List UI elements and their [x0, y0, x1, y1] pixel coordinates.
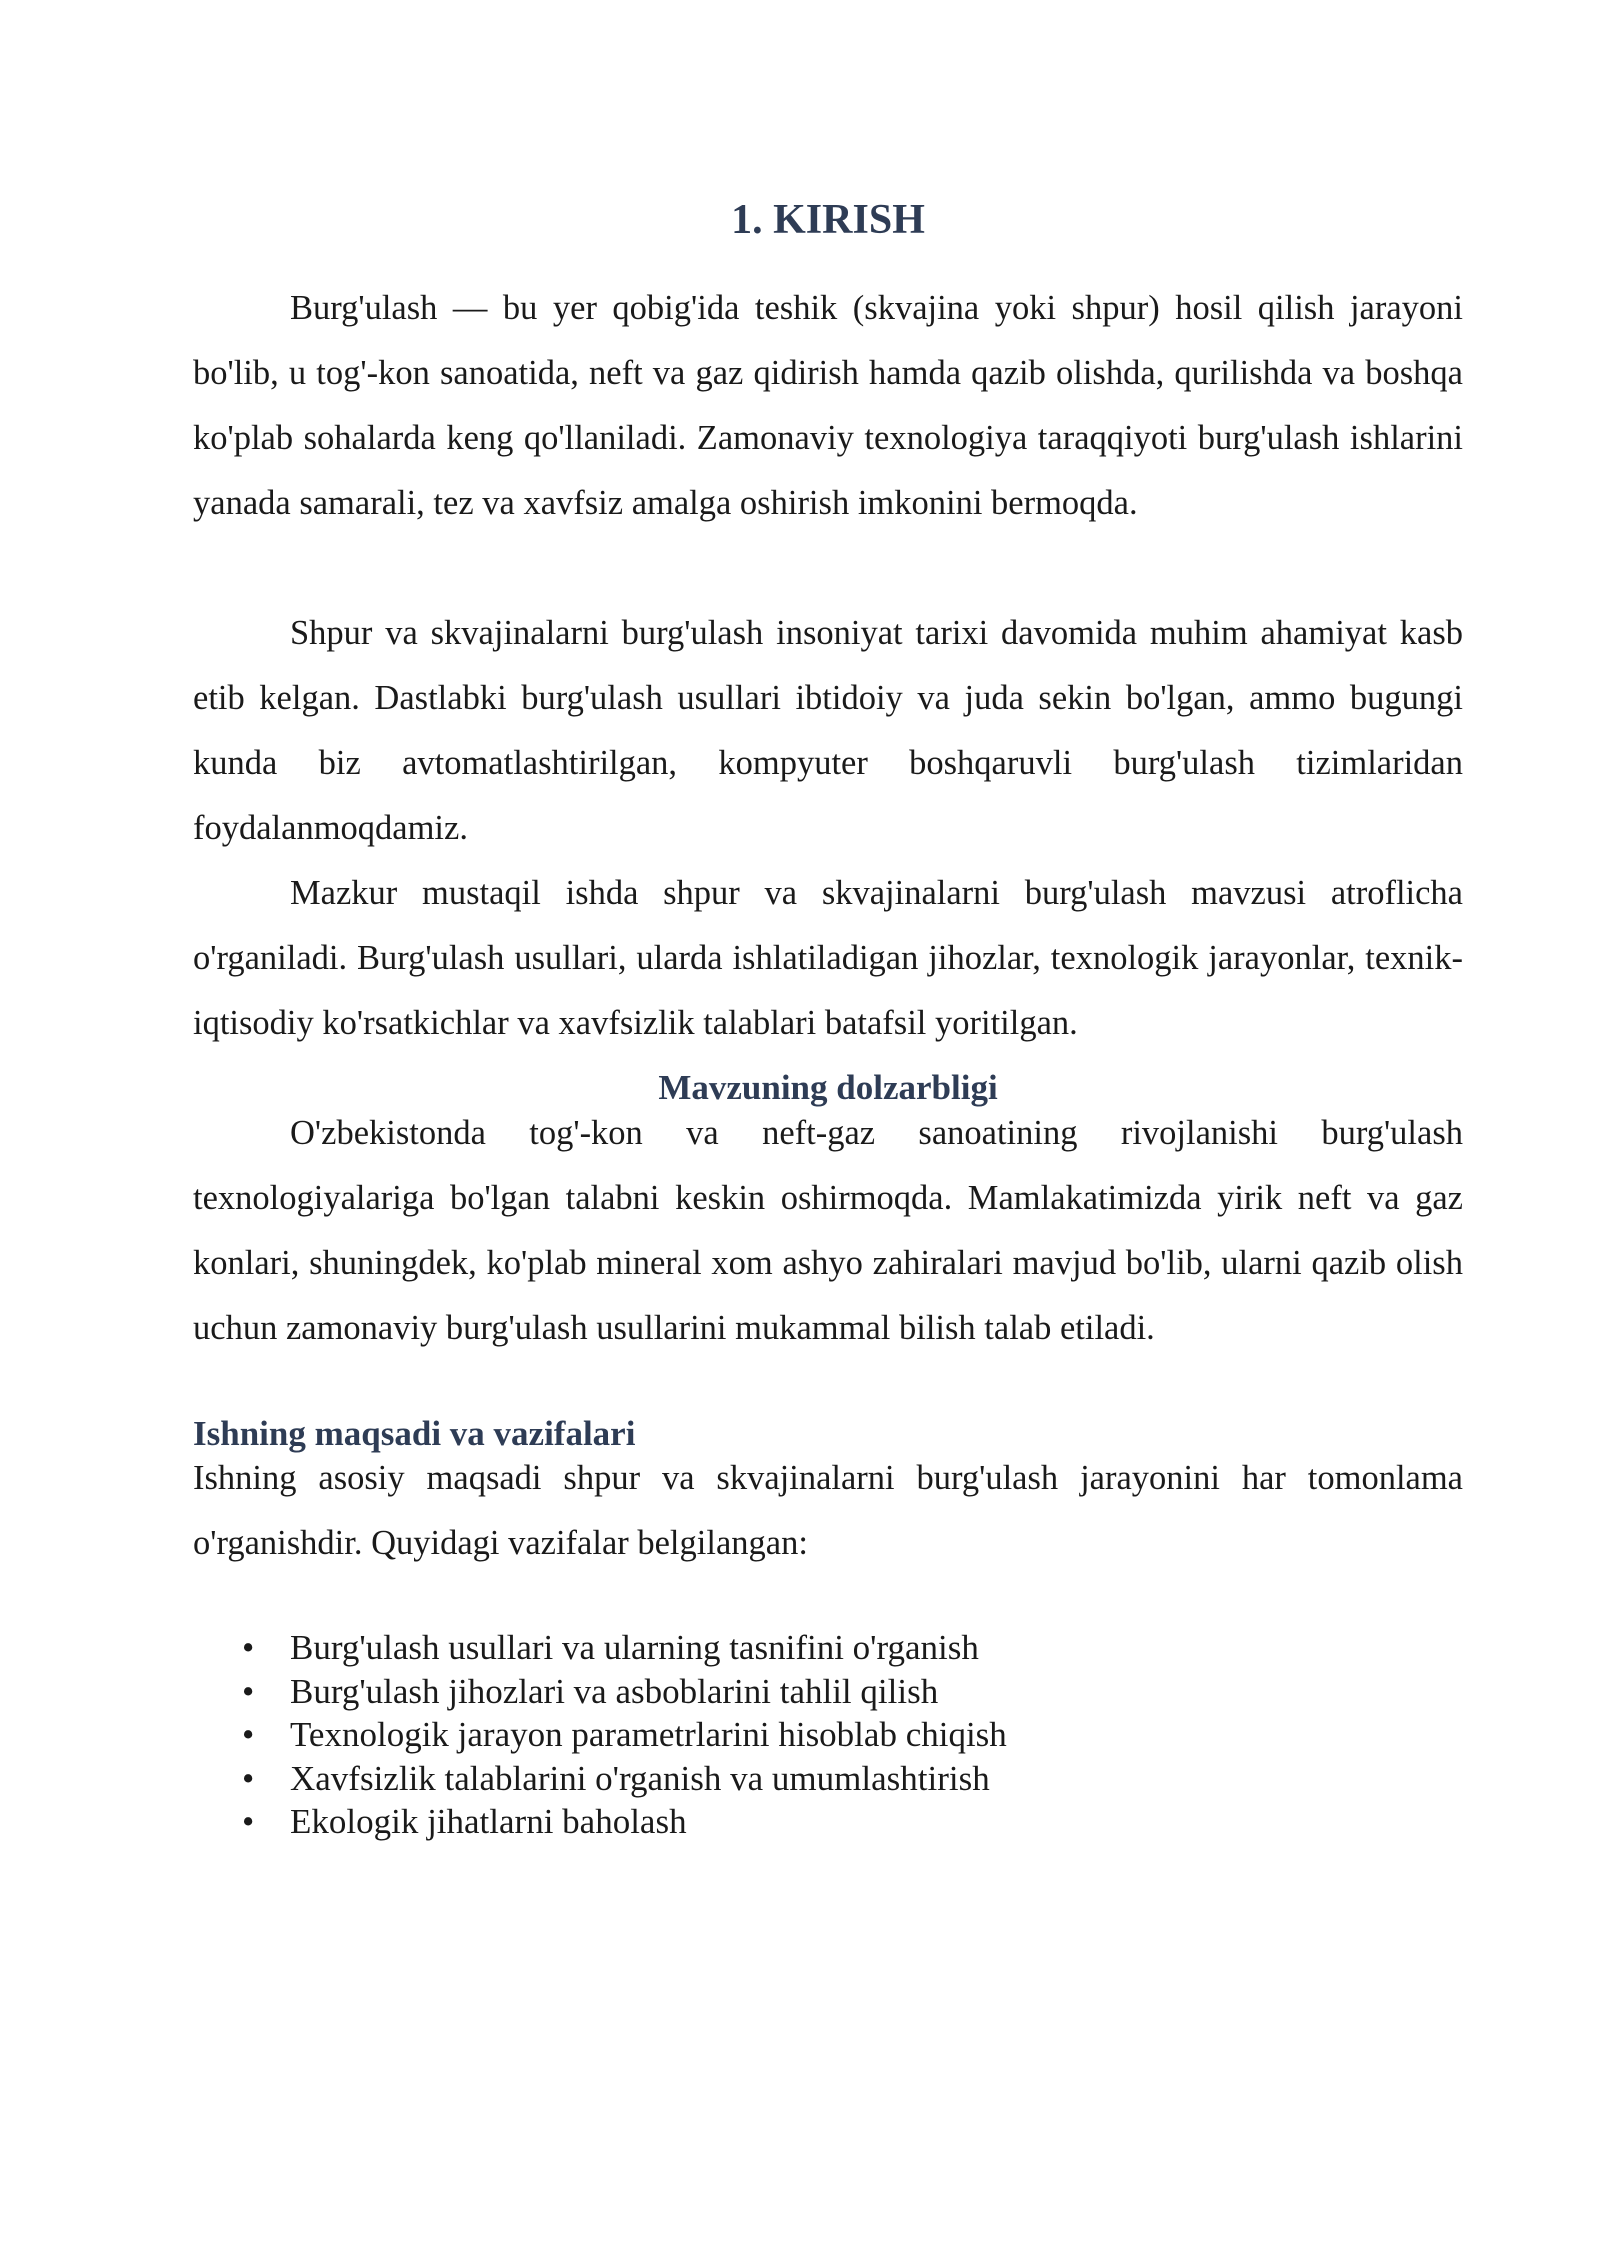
list-item-text: Texnologik jarayon parametrlarini hisoblab chiqish [290, 1715, 1007, 1754]
intro-paragraph-1: Burg'ulash — bu yer qobig'ida teshik (skvajina yoki shpur) hosil qilish jarayoni bo'lib, u tog'-kon sanoatida, neft va gaz qidirish hamda qazib olishda, qurilishda va boshqa ko'plab sohalarda keng qo'llaniladi. Zamonaviy texnologiya taraqqiyoti burg'ulash ishlarini yanada samarali, tez va xavfsiz amalga oshirish imkonini bermoqda. [193, 289, 1463, 522]
list-item [193, 1713, 1007, 1757]
relevance-paragraph: O'zbekistonda tog'-kon va neft-gaz sanoatining rivojlanishi burg'ulash texnologiyalariga bo'lgan talabni keskin oshirmoqda. Mamlakatimizda yirik neft va gaz konlari, shuningdek, ko'plab mineral xom ashyo zahiralari mavjud bo'lib, ularni qazib olish uchun zamonaviy burg'ulash usullarini mukammal bilish talab etiladi. [193, 1114, 1463, 1347]
bullet-icon: • [242, 1802, 255, 1841]
bullet-icon: • [242, 1715, 255, 1754]
bullet-icon: • [242, 1671, 255, 1711]
intro-paragraph-3: Mazkur mustaqil ishda shpur va skvajinalarni burg'ulash mavzusi atroflicha o'rganiladi. Burg'ulash usullari, ularda ishlatiladigan jihozlar, texnologik jarayonlar, texnik-iqtisodiy ko'rsatkichlar va xavfsizlik talablari batafsil yoritilgan. [193, 874, 1463, 1042]
goals-paragraph: Ishning asosiy maqsadi shpur va skvajinalarni burg'ulash jarayonini har tomonlama o'rganishdir. Quyidagi vazifalar belgilangan: [193, 1459, 1463, 1562]
list-item-text: Burg'ulash usullari va ularning tasnifini o'rganish [290, 1628, 979, 1667]
list-item [193, 1670, 1007, 1714]
list-item [193, 1757, 1007, 1801]
bullet-icon: • [242, 1628, 255, 1667]
list-item-text: Xavfsizlik talablarini o'rganish va umumlashtirish [290, 1758, 990, 1798]
list-item-text: Ekologik jihatlarni baholash [290, 1802, 687, 1841]
relevance-heading: Mavzuning dolzarbligi [658, 1068, 998, 1107]
goals-heading: Ishning maqsadi va vazifalari [193, 1414, 636, 1453]
list-item [193, 1626, 1007, 1670]
tasks-list [193, 1626, 1007, 1844]
intro-paragraph-2: Shpur va skvajinalarni burg'ulash insoniyat tarixi davomida muhim ahamiyat kasb etib kelgan. Dastlabki burg'ulash usullari ibtidoiy va juda sekin bo'lgan, ammo bugungi kunda biz avtomatlashtirilgan, kompyuter boshqaruvli burg'ulash tizimlaridan foydalanmoqdamiz. [193, 614, 1463, 847]
bullet-icon: • [242, 1758, 255, 1798]
list-item-text: Burg'ulash jihozlari va asboblarini tahlil qilish [290, 1671, 939, 1711]
list-item [193, 1800, 1007, 1844]
section-title: 1. KIRISH [731, 197, 925, 243]
